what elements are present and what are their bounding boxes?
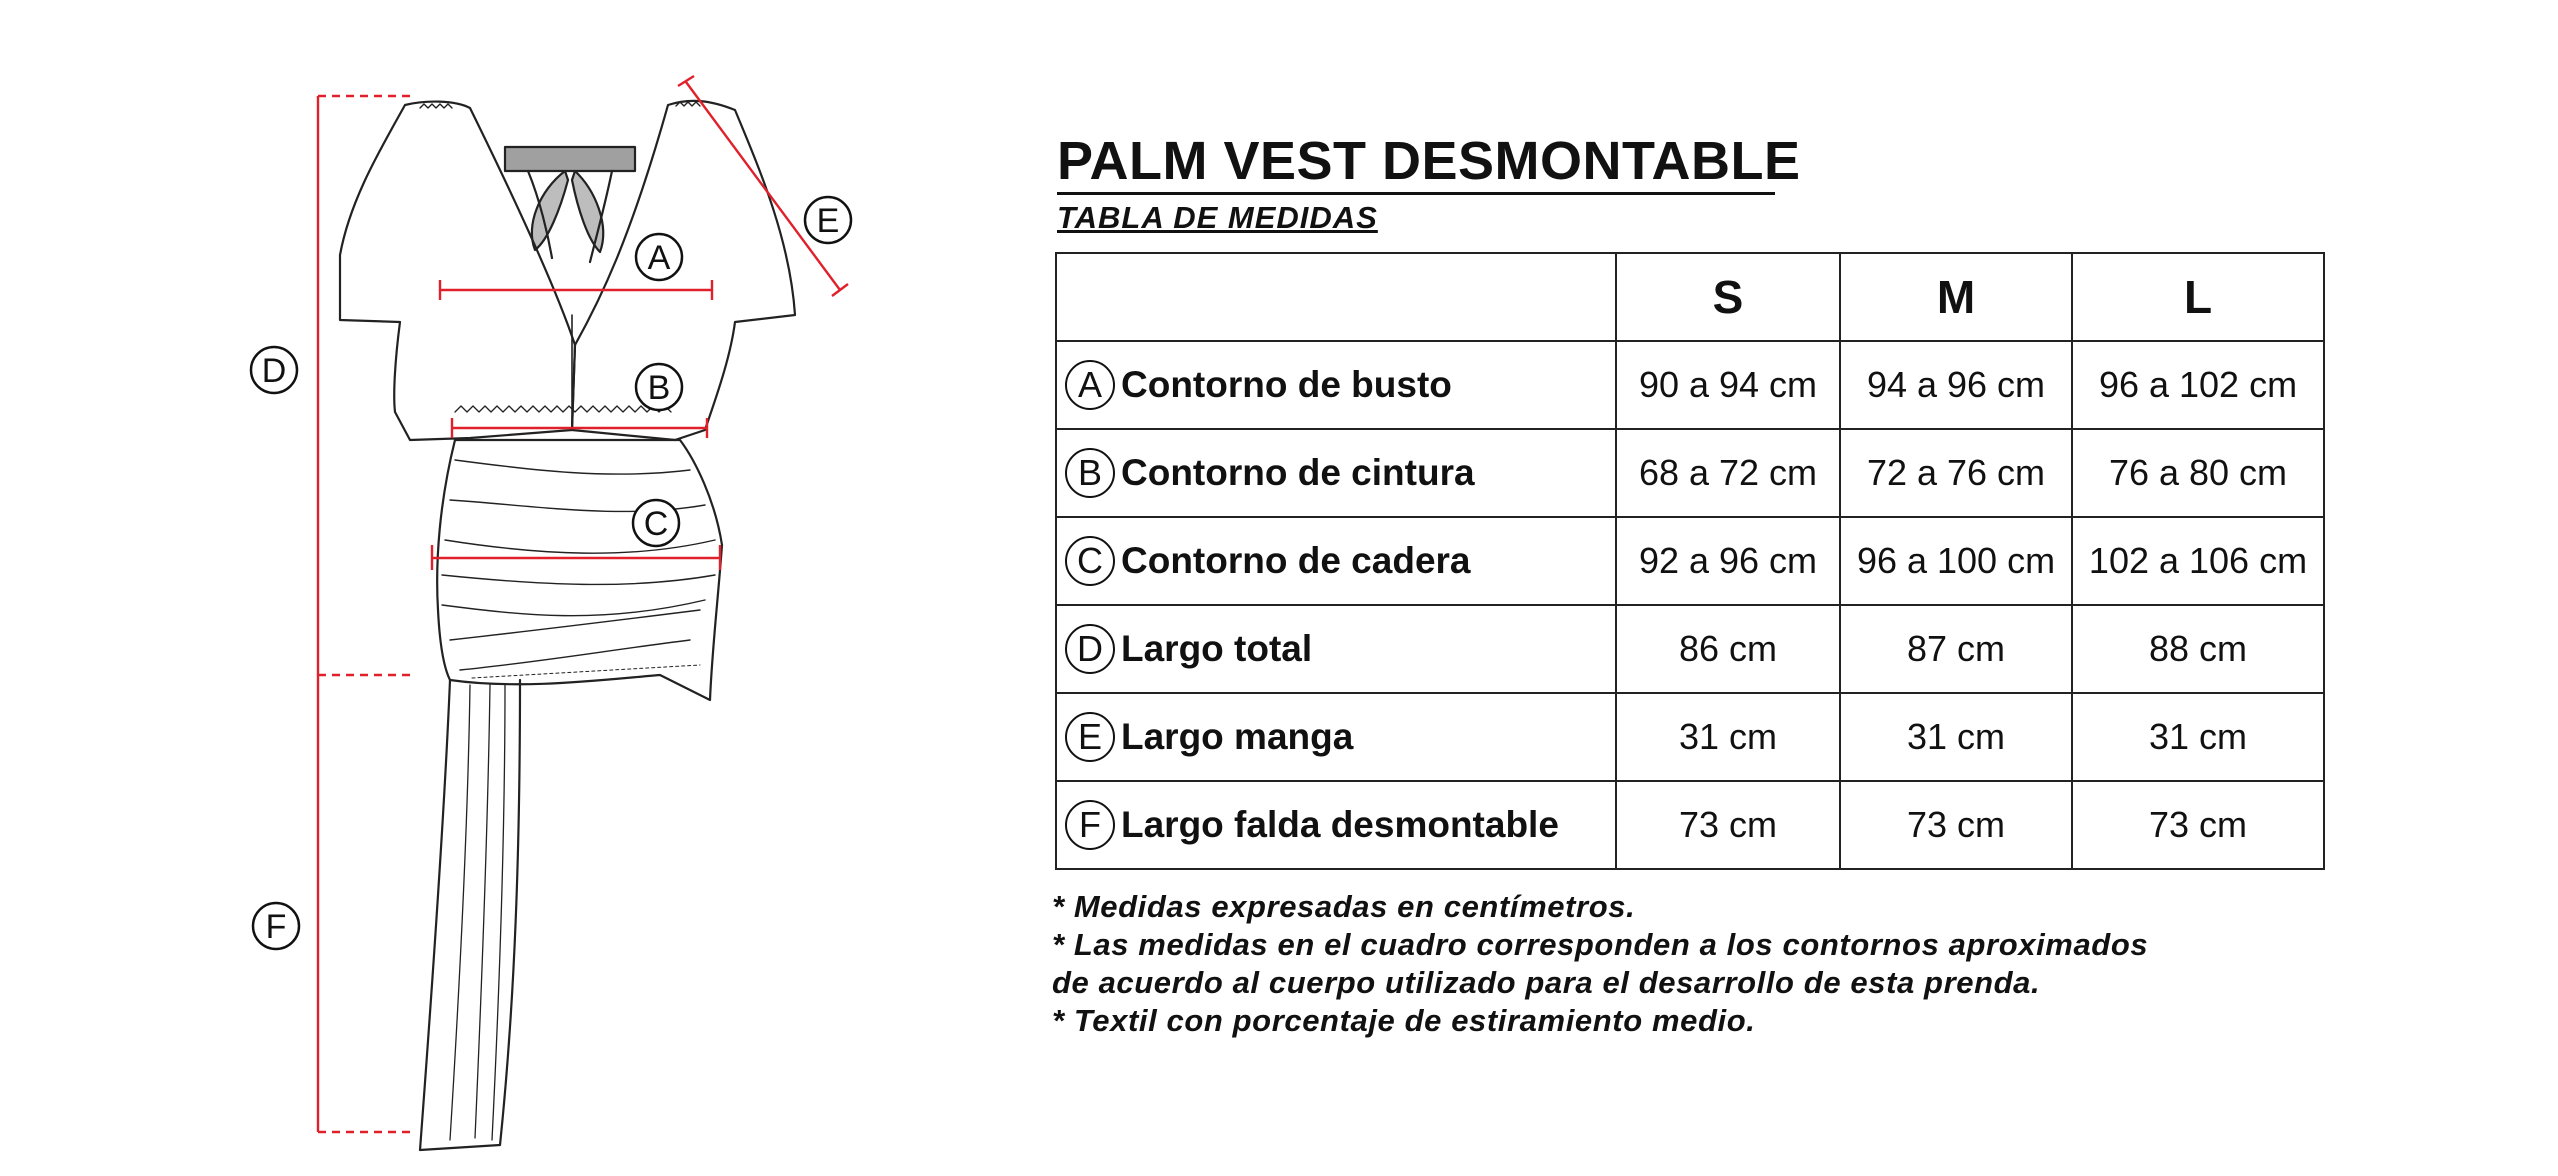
marker-a bbox=[636, 234, 682, 280]
marker-e bbox=[805, 197, 851, 243]
note-units: * Medidas expresadas en centímetros. bbox=[1052, 889, 1636, 924]
table-row bbox=[1056, 781, 2324, 869]
row-label bbox=[1056, 605, 1616, 693]
value-m: 94 a 96 cm bbox=[1840, 341, 2072, 429]
value-m: 72 a 76 cm bbox=[1840, 429, 2072, 517]
svg-text:F: F bbox=[265, 908, 287, 946]
back-bow-drawing bbox=[505, 147, 635, 262]
table-row bbox=[1056, 429, 2324, 517]
row-label bbox=[1056, 341, 1616, 429]
size-header-row bbox=[1056, 253, 2324, 341]
marker-b bbox=[636, 364, 682, 410]
measure-name: Largo manga bbox=[1121, 716, 1354, 757]
row-label bbox=[1056, 517, 1616, 605]
row-label bbox=[1056, 429, 1616, 517]
value-l: 31 cm bbox=[2072, 693, 2324, 781]
value-s: 68 a 72 cm bbox=[1616, 429, 1840, 517]
garment-sketch bbox=[0, 0, 900, 1176]
size-header-l: L bbox=[2072, 253, 2324, 341]
table-subtitle: TABLA DE MEDIDAS bbox=[1057, 200, 1378, 235]
value-m: 73 cm bbox=[1840, 781, 2072, 869]
product-title: PALM VEST DESMONTABLE bbox=[1057, 131, 1801, 191]
measure-name: Contorno de cintura bbox=[1121, 452, 1475, 493]
letter-badge: E bbox=[1065, 712, 1115, 762]
measure-name: Largo falda desmontable bbox=[1121, 804, 1559, 845]
row-label bbox=[1056, 693, 1616, 781]
value-l: 73 cm bbox=[2072, 781, 2324, 869]
size-header-s: S bbox=[1616, 253, 1840, 341]
notes-block bbox=[1052, 888, 2152, 1040]
svg-text:E: E bbox=[816, 202, 840, 240]
value-s: 86 cm bbox=[1616, 605, 1840, 693]
value-m: 87 cm bbox=[1840, 605, 2072, 693]
letter-badge: B bbox=[1065, 448, 1115, 498]
table-row bbox=[1056, 605, 2324, 693]
value-l: 96 a 102 cm bbox=[2072, 341, 2324, 429]
value-l: 102 a 106 cm bbox=[2072, 517, 2324, 605]
measure-name: Largo total bbox=[1121, 628, 1313, 669]
svg-text:A: A bbox=[647, 239, 671, 277]
value-s: 31 cm bbox=[1616, 693, 1840, 781]
measure-name: Contorno de cadera bbox=[1121, 540, 1471, 581]
svg-text:C: C bbox=[643, 505, 669, 543]
value-m: 96 a 100 cm bbox=[1840, 517, 2072, 605]
measure-name: Contorno de busto bbox=[1121, 364, 1452, 405]
letter-badge: D bbox=[1065, 624, 1115, 674]
value-s: 90 a 94 cm bbox=[1616, 341, 1840, 429]
note-fabric: * Textil con porcentaje de estiramiento medio. bbox=[1052, 1003, 1756, 1038]
header-empty-cell bbox=[1056, 253, 1616, 341]
marker-c bbox=[633, 500, 679, 546]
value-m: 31 cm bbox=[1840, 693, 2072, 781]
letter-badge: A bbox=[1065, 360, 1115, 410]
svg-text:B: B bbox=[647, 369, 671, 407]
size-table bbox=[1055, 252, 2325, 870]
table-row bbox=[1056, 341, 2324, 429]
value-l: 88 cm bbox=[2072, 605, 2324, 693]
table-row bbox=[1056, 693, 2324, 781]
letter-badge: C bbox=[1065, 536, 1115, 586]
letter-badge: F bbox=[1065, 800, 1115, 850]
value-s: 92 a 96 cm bbox=[1616, 517, 1840, 605]
title-underline bbox=[1057, 192, 1775, 195]
value-l: 76 a 80 cm bbox=[2072, 429, 2324, 517]
row-label bbox=[1056, 781, 1616, 869]
table-row bbox=[1056, 517, 2324, 605]
value-s: 73 cm bbox=[1616, 781, 1840, 869]
svg-text:D: D bbox=[261, 352, 287, 390]
marker-d bbox=[251, 347, 297, 393]
note-contours: * Las medidas en el cuadro corresponden a los contornos aproximados de acuerdo al cuerpo utilizado para el desarrollo de esta prenda. bbox=[1052, 927, 2149, 1000]
marker-f bbox=[253, 903, 299, 949]
skirt-outline bbox=[437, 440, 722, 700]
size-header-m: M bbox=[1840, 253, 2072, 341]
